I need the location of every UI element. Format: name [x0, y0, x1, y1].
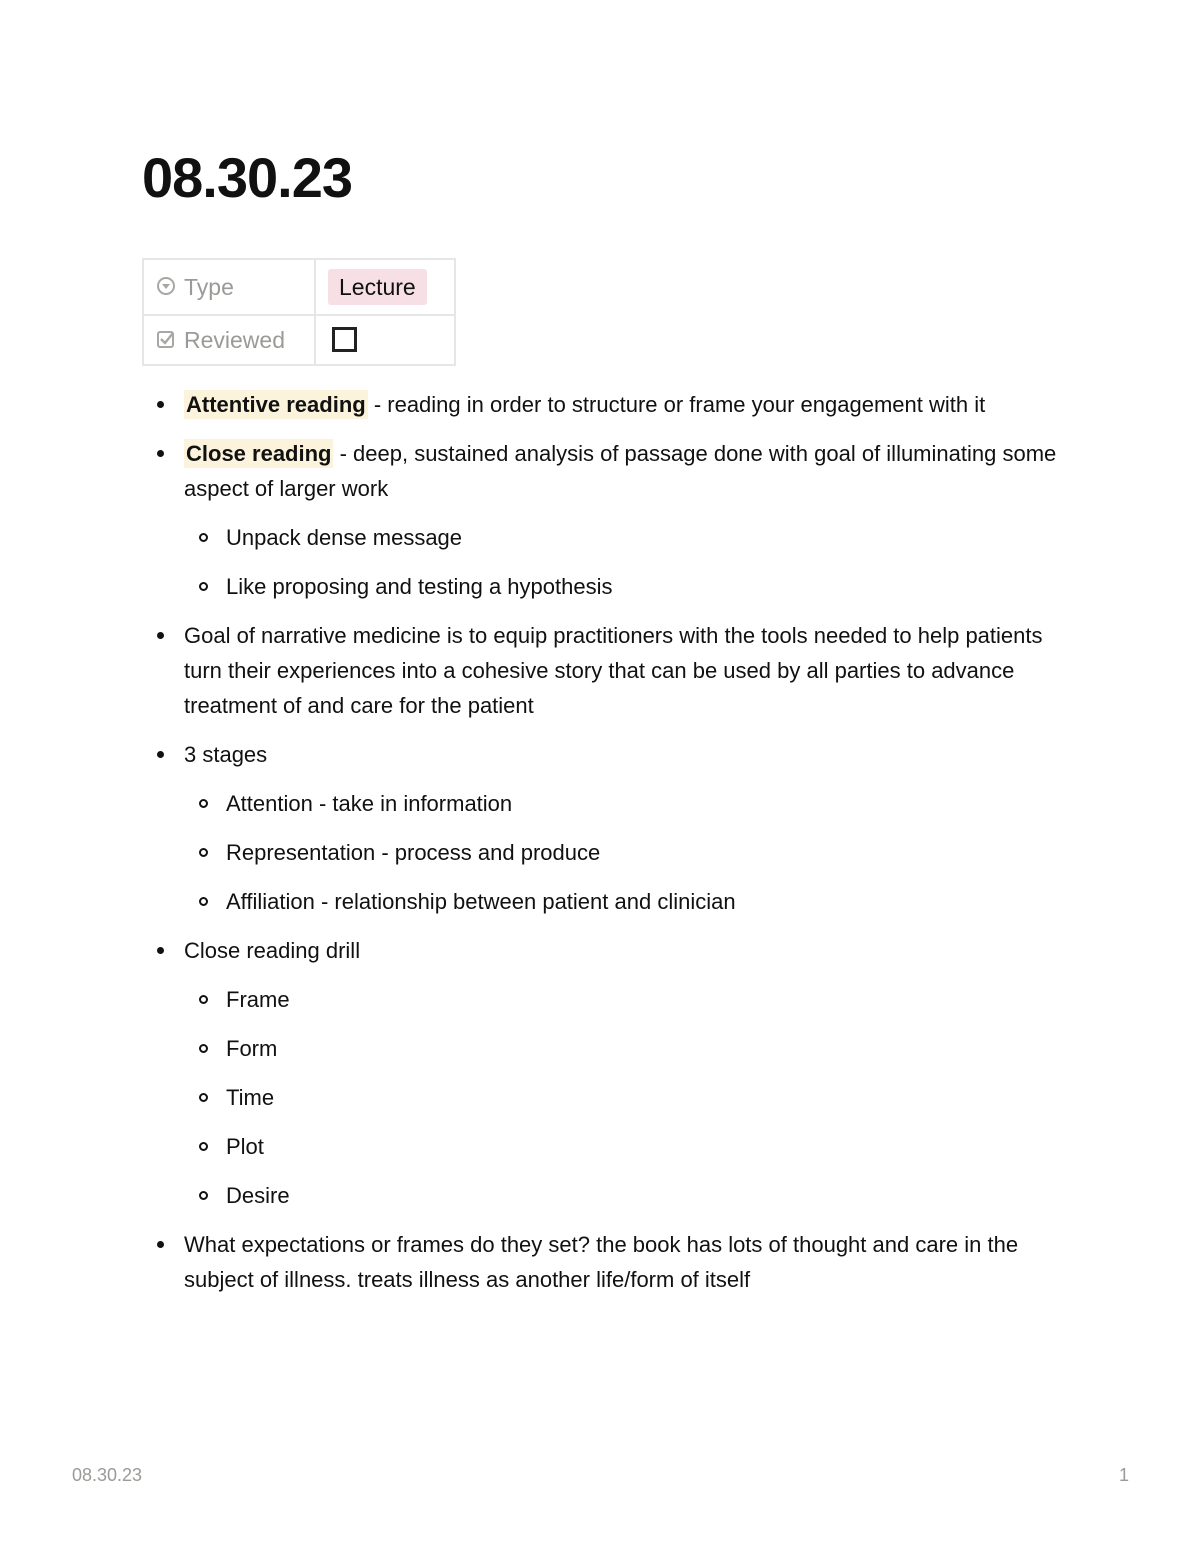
sub-list-item: Form [184, 1031, 1062, 1066]
sub-list-item: Plot [184, 1129, 1062, 1164]
list-item [142, 387, 1062, 422]
list-item-text: Close reading drill [184, 938, 361, 963]
list-item-text: - deep, sustained analysis of passage done with goal of illuminating some aspect of larger work [184, 441, 1057, 501]
list-item [142, 1227, 1062, 1297]
sub-list-item: Attention - take in information [184, 786, 1062, 821]
checkbox-property-icon [156, 329, 176, 349]
reviewed-checkbox[interactable] [332, 327, 357, 352]
list-item-text: - reading in order to structure or frame your engagement with it [367, 392, 986, 417]
sub-list-item: Desire [184, 1178, 1062, 1213]
page-title: 08.30.23 [142, 146, 352, 209]
sub-bullet-list [184, 520, 1062, 604]
list-item-text: What expectations or frames do they set? the book has lots of thought and care in the subject of illness. treats illness as another life/form of itself [184, 1232, 1019, 1292]
property-label: Type [184, 273, 234, 300]
list-item [142, 436, 1062, 604]
list-item [142, 737, 1062, 919]
sub-list-item: Time [184, 1080, 1062, 1115]
property-value-reviewed [315, 315, 455, 365]
type-tag[interactable]: Lecture [328, 269, 427, 305]
sub-bullet-list [184, 982, 1062, 1213]
property-key-reviewed [143, 315, 315, 365]
list-item-text: Goal of narrative medicine is to equip practitioners with the tools needed to help patients turn their experiences into a cohesive story that can be used by all parties to advance treatment of and care for the patient [184, 623, 1043, 718]
notes-body [142, 387, 1062, 1311]
bullet-list [142, 387, 1062, 1297]
footer-title: 08.30.23 [72, 1465, 143, 1485]
properties-table [142, 258, 456, 366]
sub-list-item: Representation - process and produce [184, 835, 1062, 870]
property-row-reviewed [143, 315, 455, 365]
sub-list-item: Unpack dense message [184, 520, 1062, 555]
sub-list-item: Like proposing and testing a hypothesis [184, 569, 1062, 604]
sub-list-item: Affiliation - relationship between patient and clinician [184, 884, 1062, 919]
sub-bullet-list [184, 786, 1062, 919]
highlighted-term: Attentive reading [186, 392, 366, 417]
property-value-type[interactable] [315, 259, 455, 315]
list-item-text: 3 stages [184, 742, 268, 767]
page-number: 1 [1118, 1465, 1129, 1485]
sub-list-item: Frame [184, 982, 1062, 1017]
select-property-icon [156, 276, 176, 296]
highlighted-term: Close reading [186, 441, 332, 466]
list-item [142, 618, 1062, 723]
property-row-type [143, 259, 455, 315]
list-item [142, 933, 1062, 1213]
property-label: Reviewed [184, 326, 285, 353]
property-key-type [143, 259, 315, 315]
